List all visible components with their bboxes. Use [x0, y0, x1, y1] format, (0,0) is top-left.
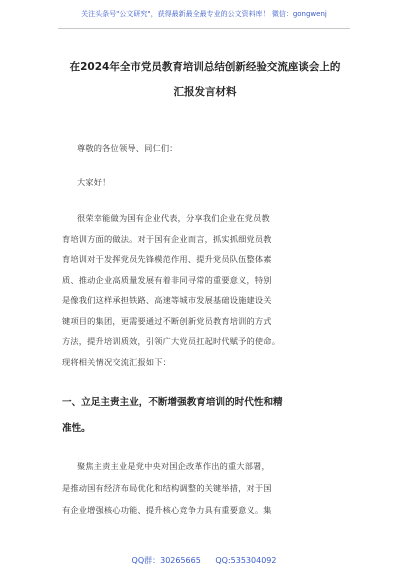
- paragraph-line: 聚焦主责主业是党中央对国企改革作出的重大部署，: [77, 461, 270, 471]
- section-heading-line-1: 一、立足主责主业，不断增强教育培训的时代性和精: [62, 397, 283, 408]
- document-title-line-1: 在2024年全市党员教育培训总结创新经验交流座谈会上的: [69, 61, 341, 73]
- footer-contact: [0, 555, 408, 566]
- header-note: 关注头条号"公文研究"，获得最新最全最专业的公文资料库！ 微信：gongwenj: [81, 10, 327, 18]
- salutation: 尊敬的各位领导、同仁们：: [77, 143, 178, 153]
- paragraph-line: 是像我们这样承担铁路、高速等城市发展基础设施建设关: [62, 295, 272, 305]
- document-title-line-2: 汇报发言材料: [173, 86, 237, 98]
- header-divider: [58, 28, 350, 29]
- qq-number: QQ:535304092: [215, 556, 277, 565]
- paragraph-line: 方法，提升培训质效，引领广大党员扛起时代赋予的使命。: [62, 336, 281, 346]
- section-heading-line-2: 准性。: [62, 423, 91, 434]
- paragraph-line: 现将相关情况交流汇报如下：: [62, 356, 172, 367]
- paragraph-line: 育培训方面的做法。对于国有企业而言，抓实抓细党员教: [62, 233, 272, 244]
- qq-group-number: QQ群：30265665: [131, 556, 201, 565]
- paragraph-line: 育培训对于发挥党员先锋模范作用、提升党员队伍整体素: [62, 254, 272, 264]
- greeting: 大家好！: [77, 177, 111, 187]
- paragraph-line: 质、推动企业高质量发展有着非同寻常的重要意义，特别: [62, 274, 272, 285]
- paragraph-line: 很荣幸能做为国有企业代表，分享我们企业在党员教: [77, 213, 270, 223]
- paragraph-line: 是推动国有经济布局优化和结构调整的关键举措，对于国: [62, 483, 272, 493]
- paragraph-line: 有企业增强核心功能、提升核心竞争力具有重要意义。集: [62, 505, 272, 515]
- paragraph-line: 键项目的集团，更需要通过不断创新党员教育培训的方式: [62, 315, 272, 326]
